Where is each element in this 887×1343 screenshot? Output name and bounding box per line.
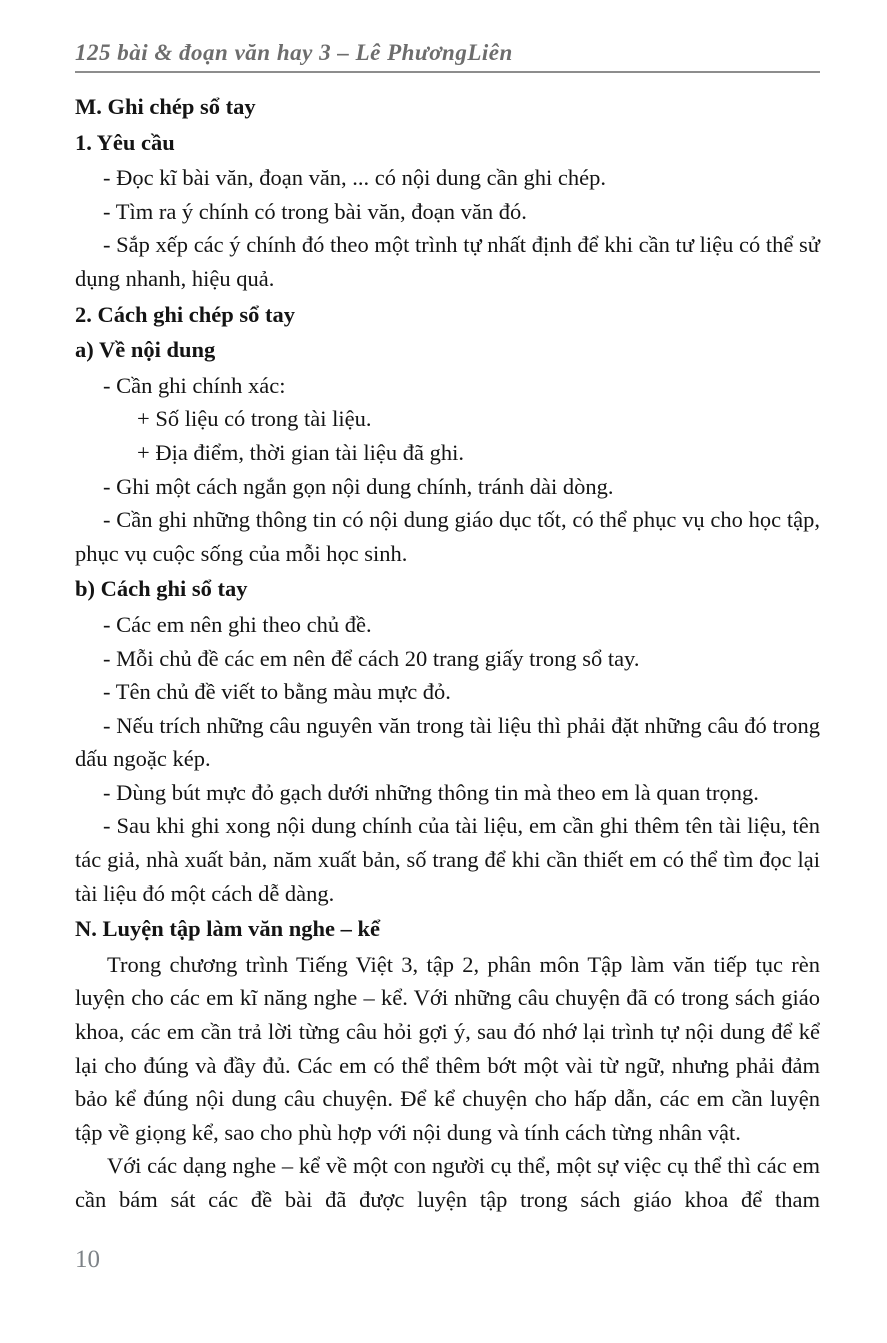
section-heading: M. Ghi chép sổ tay xyxy=(75,94,256,119)
list-item-dash: - Cần ghi những thông tin có nội dung giáo dục tốt, có thể phục vụ cho học tập, phục vụ cuộc sống của mỗi học sinh. xyxy=(75,507,820,566)
section-heading: 1. Yêu cầu xyxy=(75,129,175,155)
paragraph: Trong chương trình Tiếng Việt 3, tập 2, phân môn Tập làm văn tiếp tục rèn luyện cho các em kĩ năng nghe – kể. Với những câu chuyện đã có trong sách giáo khoa, các em cần trả lời từng câu hỏi gợi ý, sau đó nhớ lại trình tự nội dung để kể lại cho đúng và đầy đủ. Các em có thể thêm bớt một vài từ ngữ, nhưng phải đảm bảo kể đúng nội dung câu chuyện. Để kể chuyện cho hấp dẫn, các em cần luyện tập về giọng kể, sao cho phù hợp với nội dung và tính cách từng nhân vật. xyxy=(75,951,820,1145)
section-heading: b) Cách ghi sổ tay xyxy=(75,576,248,602)
list-item-dash: - Cần ghi chính xác: xyxy=(103,372,286,398)
list-item-dash: - Sắp xếp các ý chính đó theo một trình tự nhất định để khi cần tư liệu có thể sử dụng nhanh, hiệu quả. xyxy=(75,232,820,291)
list-item-plus: + Số liệu có trong tài liệu. xyxy=(137,406,372,432)
page-header xyxy=(75,40,820,73)
section-heading: a) Về nội dung xyxy=(75,337,216,363)
section-heading: 2. Cách ghi chép sổ tay xyxy=(75,301,296,327)
list-item-dash: - Đọc kĩ bài văn, đoạn văn, ... có nội dung cần ghi chép. xyxy=(103,165,606,191)
list-item-dash: - Mỗi chủ đề các em nên để cách 20 trang giấy trong sổ tay. xyxy=(103,645,640,671)
list-item-dash: - Tìm ra ý chính có trong bài văn, đoạn văn đó. xyxy=(103,198,527,224)
list-item-dash: - Tên chủ đề viết to bằng màu mực đỏ. xyxy=(103,679,451,705)
running-head: 125 bài & đoạn văn hay 3 – Lê PhươngLiên xyxy=(75,40,513,65)
list-item-plus: + Địa điểm, thời gian tài liệu đã ghi. xyxy=(137,439,465,465)
page-footer xyxy=(75,1246,100,1274)
list-item-dash: - Dùng bút mực đỏ gạch dưới những thông tin mà theo em là quan trọng. xyxy=(103,779,759,805)
paragraph: Với các dạng nghe – kể về một con người cụ thể, một sự việc cụ thể thì các em cần bám sát các đề bài đã được luyện tập trong sách giáo khoa để tham xyxy=(75,1153,820,1212)
list-item-dash: - Ghi một cách ngắn gọn nội dung chính, tránh dài dòng. xyxy=(103,473,614,499)
section-heading: N. Luyện tập làm văn nghe – kể xyxy=(75,916,381,942)
list-item-dash: - Các em nên ghi theo chủ đề. xyxy=(103,611,372,637)
list-item-dash: - Nếu trích những câu nguyên văn trong tài liệu thì phải đặt những câu đó trong dấu ngoặc kép. xyxy=(75,712,820,772)
page-number: 10 xyxy=(75,1246,100,1273)
list-item-dash: - Sau khi ghi xong nội dung chính của tài liệu, em cần ghi thêm tên tài liệu, tên tác giả, nhà xuất bản, năm xuất bản, số trang để khi cần thiết em có thể tìm đọc lại tài liệu đó một cách dễ dàng. xyxy=(75,813,820,906)
document-content xyxy=(75,90,820,1217)
